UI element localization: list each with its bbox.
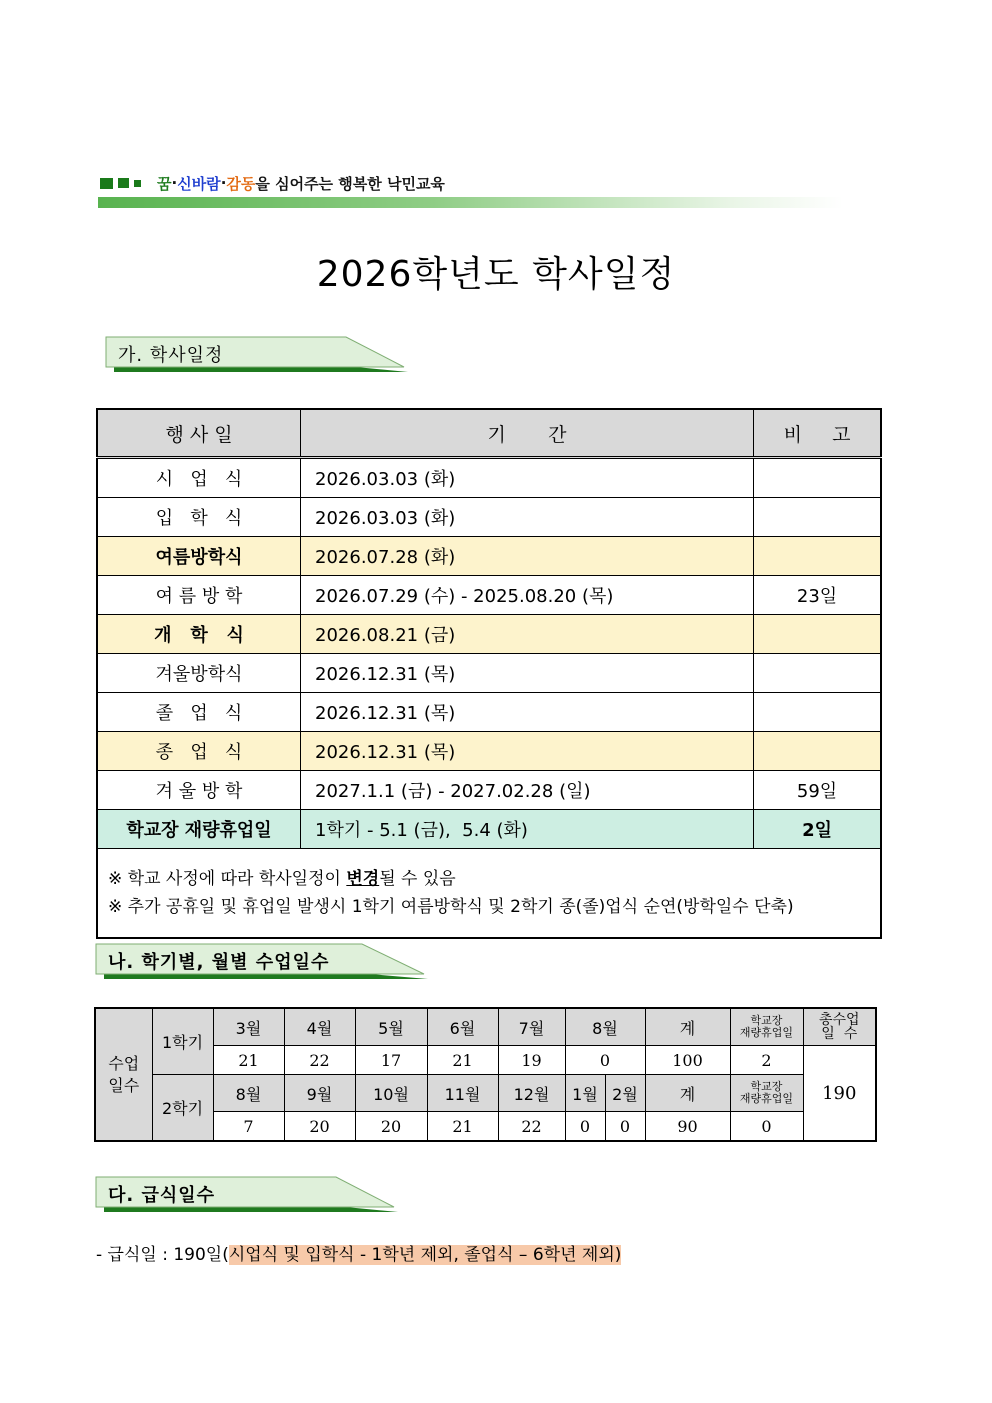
school-days-table	[94, 1007, 877, 1142]
header-event: 행 사 일	[97, 409, 301, 458]
page-title: 2026학년도 학사일정	[316, 254, 676, 295]
slogan-word-emotion: 감동	[226, 174, 256, 193]
table-row: 수업 일수 1학기 3월 4월 5월 6월 7월 8월 계 학교장 재량휴업일 총수업 일 수	[95, 1008, 876, 1046]
green-square-icon	[118, 178, 129, 188]
sem2-label: 2학기	[152, 1075, 213, 1142]
green-square-icon	[100, 178, 113, 189]
schedule-table	[96, 408, 882, 939]
slogan: 꿈 · 신바람 · 감동 을 심어주는 행복한 낙민교육	[100, 172, 445, 194]
meal-highlight: 시업식 및 입학식 - 1학년 제외, 졸업식 – 6학년 제외)	[228, 1245, 622, 1265]
sem1-label: 1학기	[152, 1008, 213, 1075]
section-tab-b	[94, 943, 430, 981]
slogan-rest: 을 심어주는 행복한 낙민교육	[255, 174, 445, 193]
schedule-notes	[97, 849, 881, 939]
table-row: 종 업 식 2026.12.31 (목)	[97, 732, 881, 771]
schedule-notes-row	[97, 849, 881, 939]
section-title-b: 나. 학기별, 월별 수업일수	[108, 952, 330, 973]
note-2: ※ 추가 공휴일 및 휴업일 발생시 1학기 여름방학식 및 2학기 종(졸)업식 순연(방학일수 단축)	[108, 897, 794, 917]
slogan-gradient-bar	[98, 197, 843, 208]
header-period: 기 간	[301, 409, 754, 458]
table-row: 여름방학식 2026.07.28 (화)	[97, 537, 881, 576]
table-row: 학교장 재량휴업일 1학기 - 5.1 (금), 5.4 (화) 2일	[97, 810, 881, 849]
header-note: 비 고	[754, 409, 881, 458]
note-1: ※ 학교 사정에 따라 학사일정이 변경될 수 있음	[108, 869, 456, 889]
row-label-days: 수업 일수	[95, 1008, 152, 1141]
table-header-row	[97, 409, 881, 458]
table-row: 여 름 방 학 2026.07.29 (수) - 2025.08.20 (목) 23일	[97, 576, 881, 615]
section-tab-c	[94, 1176, 400, 1214]
table-row: 개 학 식 2026.08.21 (금)	[97, 615, 881, 654]
slogan-word-excitement: 신바람	[177, 174, 221, 193]
section-tab-a	[104, 336, 410, 374]
table-row: 7 20 20 21 22 0 0 90 0	[95, 1112, 876, 1142]
grand-total-label: 총수업 일 수	[803, 1008, 876, 1046]
table-row: 시 업 식 2026.03.03 (화)	[97, 458, 881, 498]
table-row: 21 22 17 21 19 0 100 2 190	[95, 1046, 876, 1075]
meal-days-line: - 급식일 : 190일(시업식 및 입학식 - 1학년 제외, 졸업식 – 6학년 제외)	[96, 1245, 622, 1265]
table-row: 입 학 식 2026.03.03 (화)	[97, 498, 881, 537]
slogan-word-dream: 꿈	[157, 174, 172, 193]
table-row: 2학기 8월 9월 10월 11월 12월 1월 2월 계 학교장 재량휴업일	[95, 1075, 876, 1112]
table-row: 겨울방학식 2026.12.31 (목)	[97, 654, 881, 693]
green-square-icon	[134, 180, 141, 187]
section-title-a: 가. 학사일정	[118, 345, 224, 366]
table-row: 졸 업 식 2026.12.31 (목)	[97, 693, 881, 732]
section-title-c: 다. 급식일수	[108, 1185, 216, 1206]
table-row: 겨 울 방 학 2027.1.1 (금) - 2027.02.28 (일) 59일	[97, 771, 881, 810]
grand-total-value: 190	[803, 1046, 876, 1142]
